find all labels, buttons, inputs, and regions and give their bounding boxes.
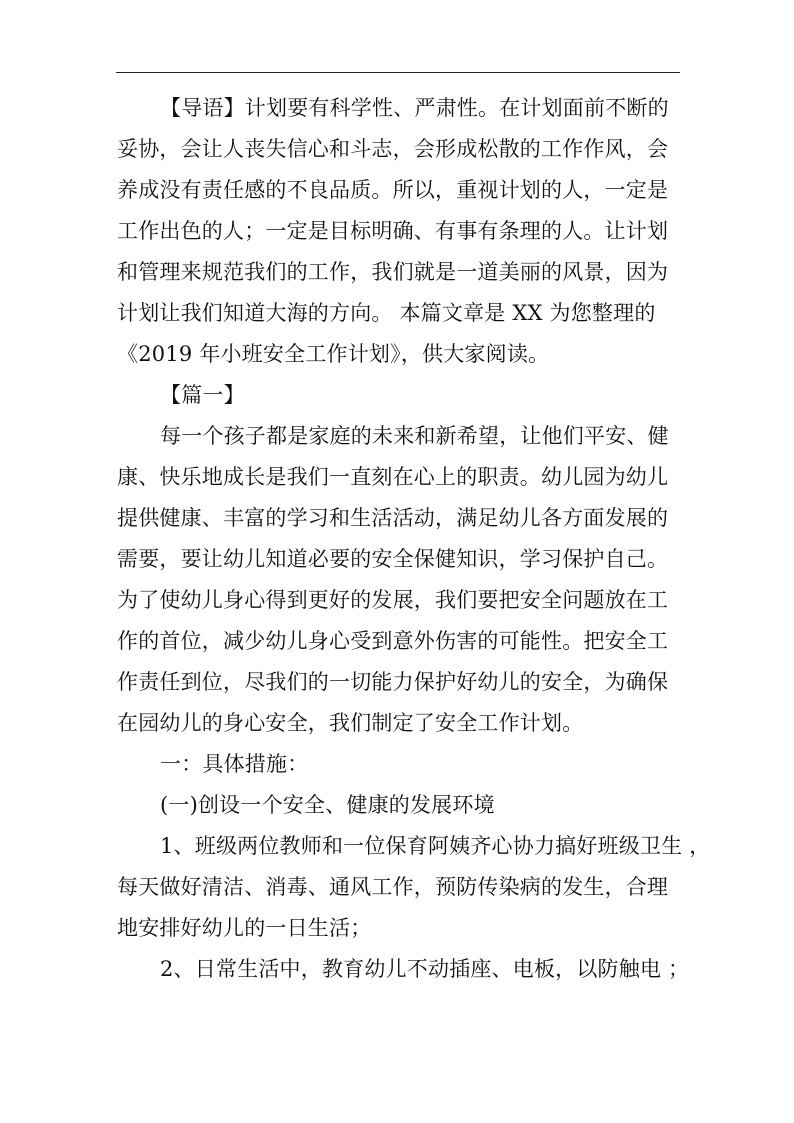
text-line: 【篇一】 [160, 383, 245, 407]
text-line: 作的首位，减少幼儿身心受到意外伤害的可能性。把安全工 [117, 629, 669, 653]
text-line: 康、快乐地成长是我们一直刻在心上的职责。幼儿园为幼儿 [117, 465, 669, 489]
text-line: 【导语】计划要有科学性、严肃性。在计划面前不断的 [160, 96, 669, 120]
text-line: 《2019 年小班安全工作计划》，供大家阅读。 [117, 342, 550, 366]
text-line: 每天做好清洁、消毒、通风工作，预防传染病的发生，合理 [117, 875, 669, 899]
text-line: 作责任到位，尽我们的一切能力保护好幼儿的安全，为确保 [117, 670, 669, 694]
text-line: 为了使幼儿身心得到更好的发展，我们要把安全问题放在工 [117, 588, 669, 612]
text-line: 2、日常生活中，教育幼儿不动插座、电板，以防触电 ； [160, 957, 690, 981]
text-line: 养成没有责任感的不良品质。所以，重视计划的人，一定是 [117, 178, 669, 202]
text-line: 计划让我们知道大海的方向。 本篇文章是 XX 为您整理的 [117, 301, 656, 325]
text-line: 需要，要让幼儿知道必要的安全保健知识，学习保护自己。 [117, 547, 669, 571]
text-line: 和管理来规范我们的工作，我们就是一道美丽的风景，因为 [117, 260, 669, 284]
text-line: 每一个孩子都是家庭的未来和新希望，让他们平安、健 [160, 424, 669, 448]
text-line: 妥协，会让人丧失信心和斗志，会形成松散的工作作风，会 [117, 137, 669, 161]
text-line: (一)创设一个安全、健康的发展环境 [160, 793, 495, 817]
text-line: 一：具体措施： [160, 752, 309, 776]
header-rule [116, 72, 680, 73]
document-body [117, 88, 711, 990]
text-line: 在园幼儿的身心安全，我们制定了安全工作计划。 [117, 711, 584, 735]
text-line: 1、班级两位教师和一位保育阿姨齐心协力搞好班级卫生 ， [160, 834, 711, 858]
text-line: 工作出色的人；一定是目标明确、有事有条理的人。让计划 [117, 219, 669, 243]
text-line: 地安排好幼儿的一日生活； [117, 916, 372, 940]
text-line: 提供健康、丰富的学习和生活活动，满足幼儿各方面发展的 [117, 506, 669, 530]
